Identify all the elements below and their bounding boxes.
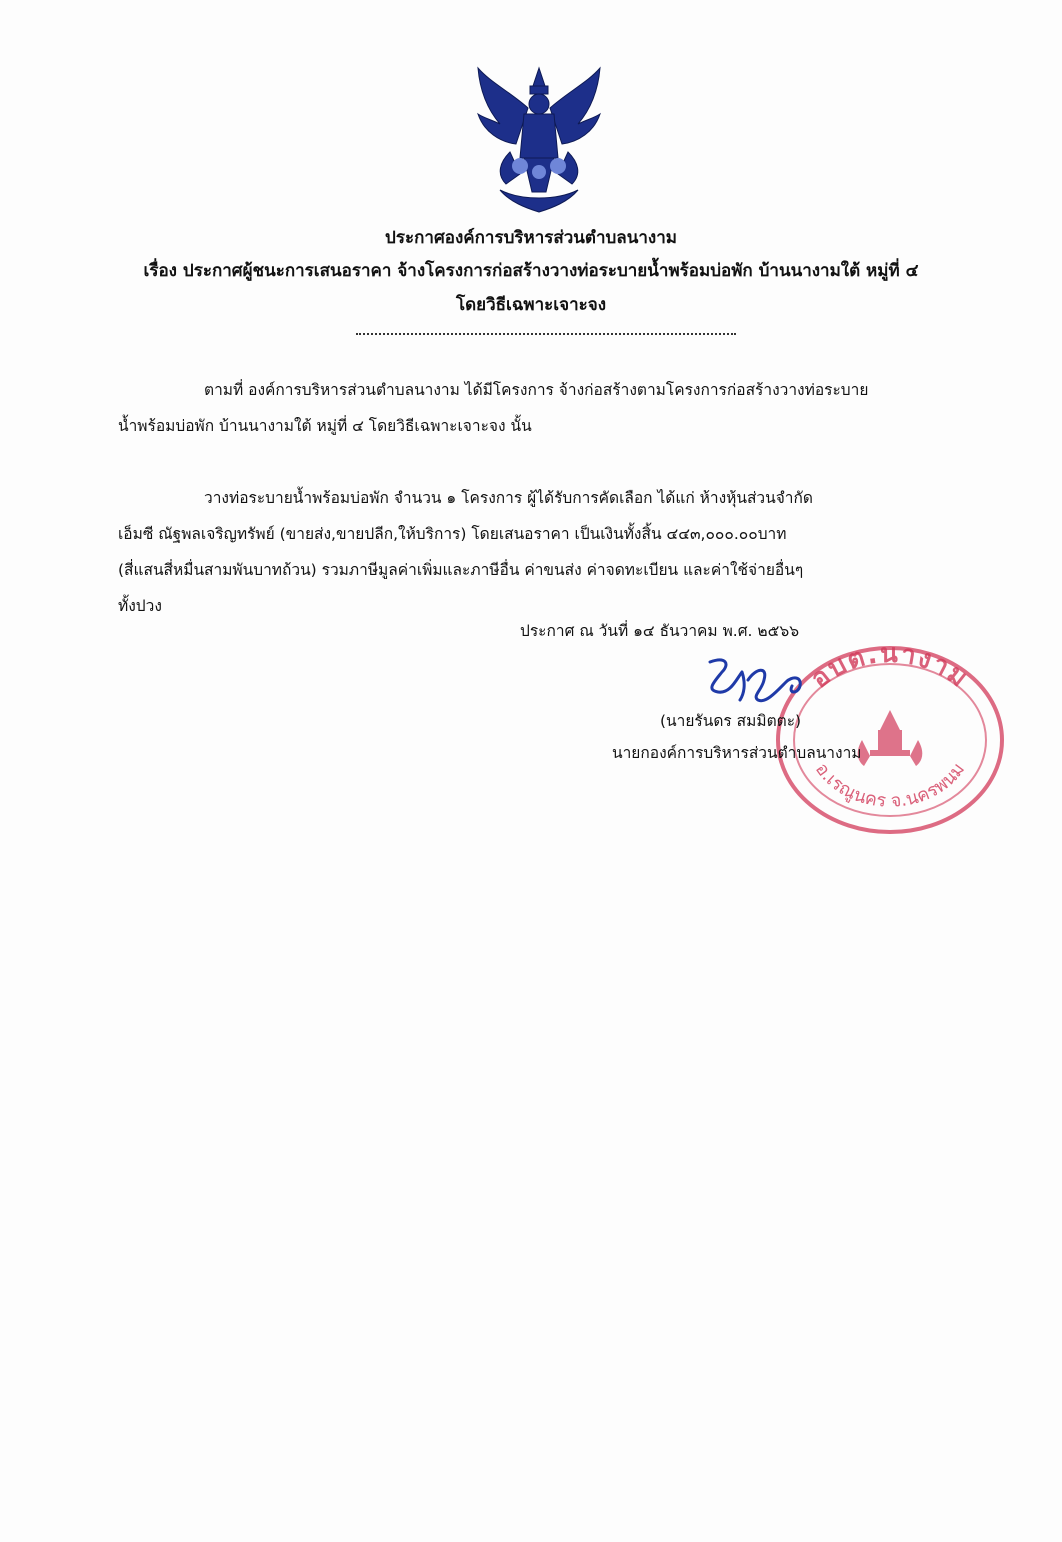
paragraph-2-line-2: เอ็มซี ณัฐพลเจริญทรัพย์ (ขายส่ง,ขายปลีก,ให้บริการ) โดยเสนอราคา เป็นเงินทั้งสิ้น ๔๔๓,๐๐๐.๐๐บาท — [118, 525, 787, 543]
signer-name: (นายรันดร สมมิตตะ) — [660, 712, 802, 730]
svg-text:อ.เรณูนคร จ.นครพนม — [811, 759, 969, 812]
paragraph-2 — [118, 480, 958, 624]
paragraph-1-line-1: ตามที่ องค์การบริหารส่วนตำบลนางาม ได้มีโครงการ จ้างก่อสร้างตามโครงการก่อสร้างวางท่อระบาย — [204, 381, 869, 399]
stamp-bottom-text: อ.เรณูนคร จ.นครพนม — [810, 759, 970, 812]
dotted-divider — [356, 333, 736, 335]
stamp-top-text: อบต.นางาม — [805, 640, 975, 695]
paragraph-2-line-4: ทั้งปวง — [118, 597, 162, 615]
announcement-method: โดยวิธีเฉพาะเจาะจง — [455, 295, 607, 315]
announcement-subject: เรื่อง ประกาศผู้ชนะการเสนอราคา จ้างโครงการก่อสร้างวางท่อระบายน้ำพร้อมบ่อพัก บ้านนางามใต้ หมู่ที่ ๔ — [143, 261, 919, 281]
paragraph-1 — [118, 372, 958, 444]
garuda-emblem-icon — [470, 62, 608, 220]
paragraph-2-line-1: วางท่อระบายน้ำพร้อมบ่อพัก จำนวน ๑ โครงการ ผู้ได้รับการคัดเลือก ได้แก่ ห้างหุ้นส่วนจำกัด — [204, 489, 813, 507]
paragraph-1-line-2: น้ำพร้อมบ่อพัก บ้านนางามใต้ หมู่ที่ ๔ โดยวิธีเฉพาะเจาะจง นั้น — [118, 417, 532, 435]
paragraph-2-line-3: (สี่แสนสี่หมื่นสามพันบาทถ้วน) รวมภาษีมูลค่าเพิ่มและภาษีอื่น ค่าขนส่ง ค่าจดทะเบียน และค่าใช้จ่ายอื่นๆ — [118, 561, 804, 579]
signature-icon — [696, 650, 836, 710]
announcement-title: ประกาศองค์การบริหารส่วนตำบลนางาม — [385, 228, 677, 248]
signer-position: นายกองค์การบริหารส่วนตำบลนางาม — [612, 744, 862, 762]
announcement-date: ประกาศ ณ วันที่ ๑๔ ธันวาคม พ.ศ. ๒๕๖๖ — [520, 622, 800, 640]
